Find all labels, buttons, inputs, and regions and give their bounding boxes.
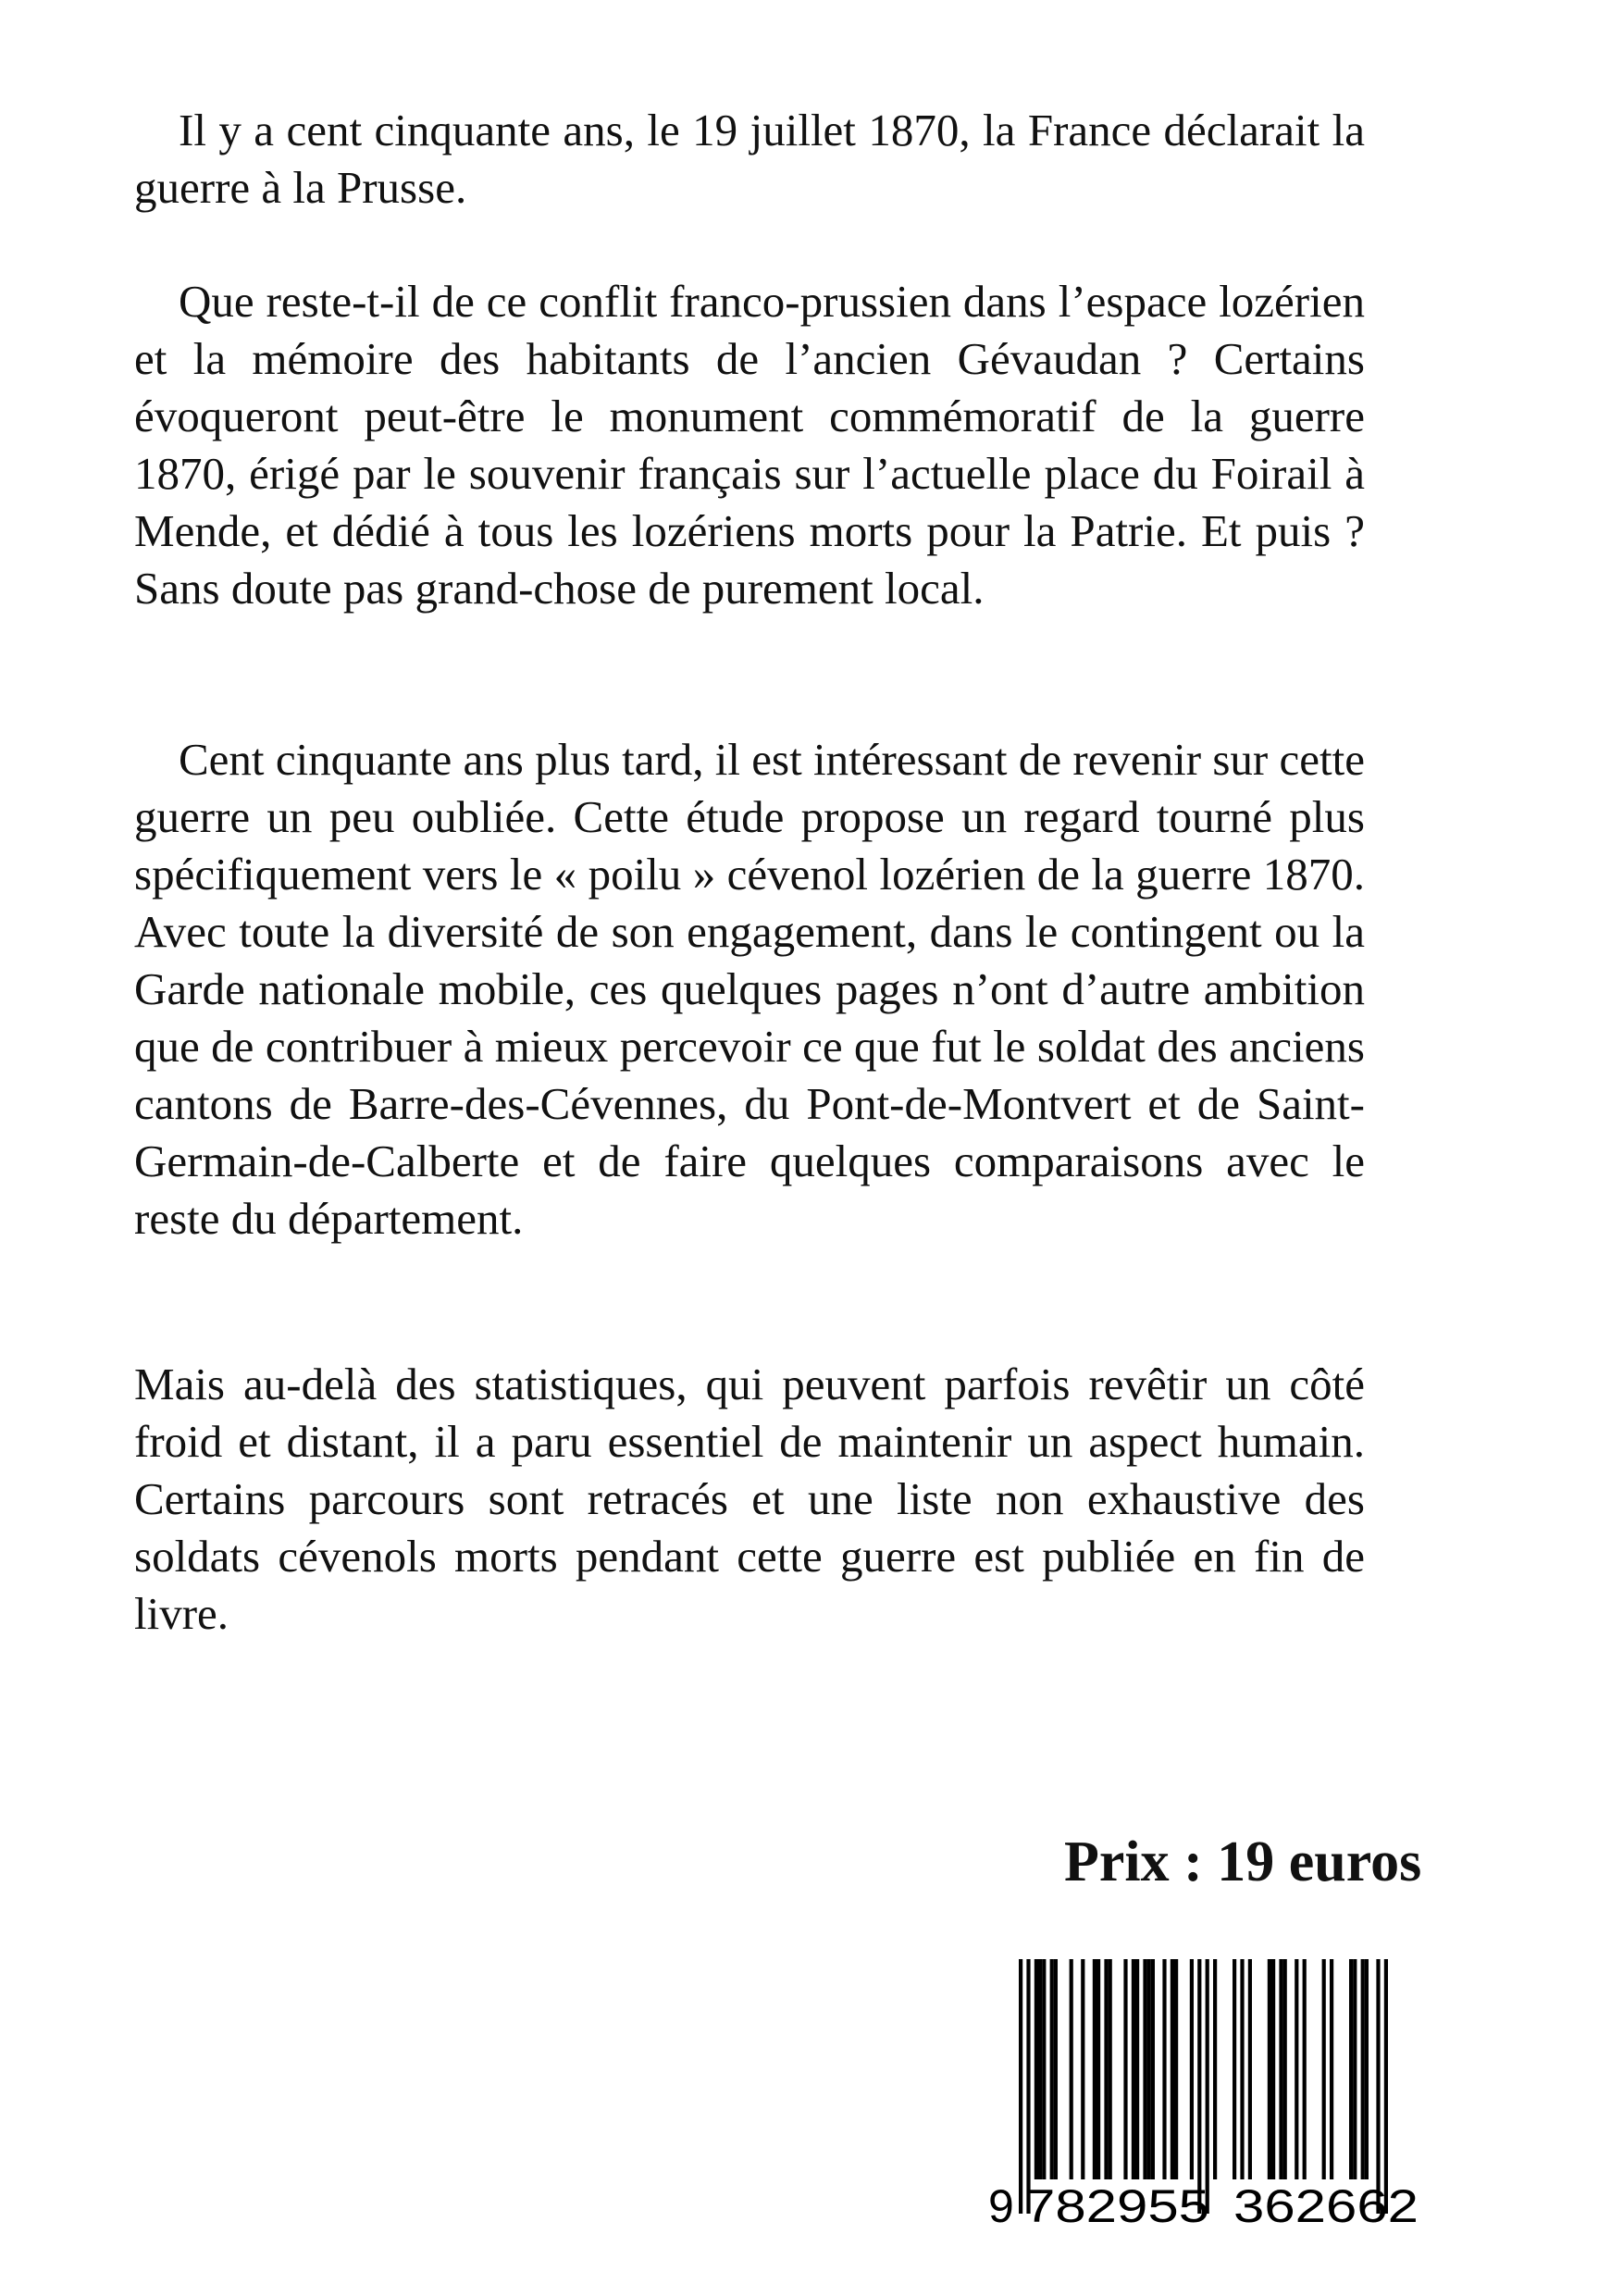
barcode-bar: [1096, 1959, 1100, 2179]
barcode-bar: [1271, 1959, 1275, 2179]
barcode-guard-bar: [1019, 1959, 1022, 2214]
barcode-bar: [1322, 1959, 1326, 2179]
barcode-graphic: [985, 1957, 1453, 2230]
barcode-bar: [1240, 1959, 1244, 2179]
barcode-bar: [1361, 1959, 1365, 2179]
barcode-guard-bar: [1384, 1959, 1388, 2214]
barcode-bar: [1248, 1959, 1252, 2179]
barcode-bar: [1303, 1959, 1307, 2179]
barcode-bar: [1190, 1959, 1194, 2179]
barcode-bar: [1213, 1959, 1217, 2179]
barcode-guard-bar: [1197, 1959, 1201, 2214]
isbn-barcode: [985, 1957, 1453, 2230]
paragraph-human-aspect: Mais au-delà des statistiques, qui peuvent parfois revêtir un côté froid et distant, il a paru essentiel de maintenir un aspect humain. Certains parcours sont retracés et une liste non exhaustive des soldats cévenols morts pendant cette guerre est publiée en fin de livre.: [134, 1359, 1365, 1639]
paragraph-memory: Que reste-t-il de ce conflit franco-prussien dans l’espace lozérien et la mémoire des habitants de l’ancien Gévaudan ? Certains évoqueront peut-être le monument commémoratif de la guerre 1870, érigé par le souvenir français sur l’actuelle place du Foirail à Mende, et dédié à tous les lozériens morts pour la Patrie. Et puis ? Sans doute pas grand-chose de purement local.: [134, 276, 1365, 614]
barcode-left-digits: 782955: [1024, 2180, 1209, 2230]
barcode-bar: [1054, 1959, 1058, 2179]
barcode-bar: [1050, 1959, 1054, 2179]
barcode-bar: [1109, 1959, 1112, 2179]
barcode-bar: [1035, 1959, 1038, 2179]
barcode-bar: [1268, 1959, 1271, 2179]
barcode-bar: [1349, 1959, 1353, 2179]
barcode-guard-bar: [1206, 1959, 1209, 2214]
price-label: Prix : 19 euros: [1064, 1831, 1422, 1893]
barcode-bar: [1135, 1959, 1139, 2179]
barcode-bar: [1143, 1959, 1146, 2179]
barcode-right-digits: 362662: [1233, 2180, 1419, 2230]
barcode-bar: [1038, 1959, 1042, 2179]
barcode-bar: [1353, 1959, 1357, 2179]
barcode-bar: [1233, 1959, 1236, 2179]
barcode-bar: [1162, 1959, 1166, 2179]
barcode-bar: [1283, 1959, 1287, 2179]
barcode-bar: [1070, 1959, 1073, 2179]
barcode-bar: [1279, 1959, 1282, 2179]
barcode-bar: [1295, 1959, 1298, 2179]
barcode-bar: [1093, 1959, 1096, 2179]
barcode-bar: [1104, 1959, 1108, 2179]
barcode-first-digit: 9: [988, 2180, 1014, 2230]
paragraph-study: Cent cinquante ans plus tard, il est intéressant de revenir sur cette guerre un peu oubliée. Cette étude propose un regard tourné plus spécifiquement vers le « poilu » cévenol lozérien de la guerre 1870. Avec toute la diversité de son engagement, dans le contingent ou la Garde nationale mobile, ces quelques pages n’ont d’autre ambition que de contribuer à mieux percevoir ce que fut le soldat des anciens cantons de Barre-des-Cévennes, du Pont-de-Montvert et de Saint-Germain-de-Calberte et de faire quelques comparaisons avec le reste du département.: [134, 734, 1365, 1244]
barcode-bar: [1042, 1959, 1046, 2179]
paragraph-intro: Il y a cent cinquante ans, le 19 juillet 1870, la France déclarait la guerre à la Prusse.: [134, 105, 1365, 213]
barcode-bar: [1081, 1959, 1084, 2179]
barcode-bar: [1171, 1959, 1174, 2179]
barcode-bar: [1147, 1959, 1151, 2179]
barcode-bar: [1123, 1959, 1127, 2179]
barcode-bar: [1151, 1959, 1155, 2179]
barcode-bar: [1365, 1959, 1369, 2179]
barcode-bar: [1330, 1959, 1333, 2179]
barcode-guard-bar: [1376, 1959, 1380, 2214]
barcode-bar: [1132, 1959, 1135, 2179]
barcode-bars: [1019, 1959, 1388, 2214]
barcode-guard-bar: [1026, 1959, 1030, 2214]
barcode-bar: [1174, 1959, 1178, 2179]
